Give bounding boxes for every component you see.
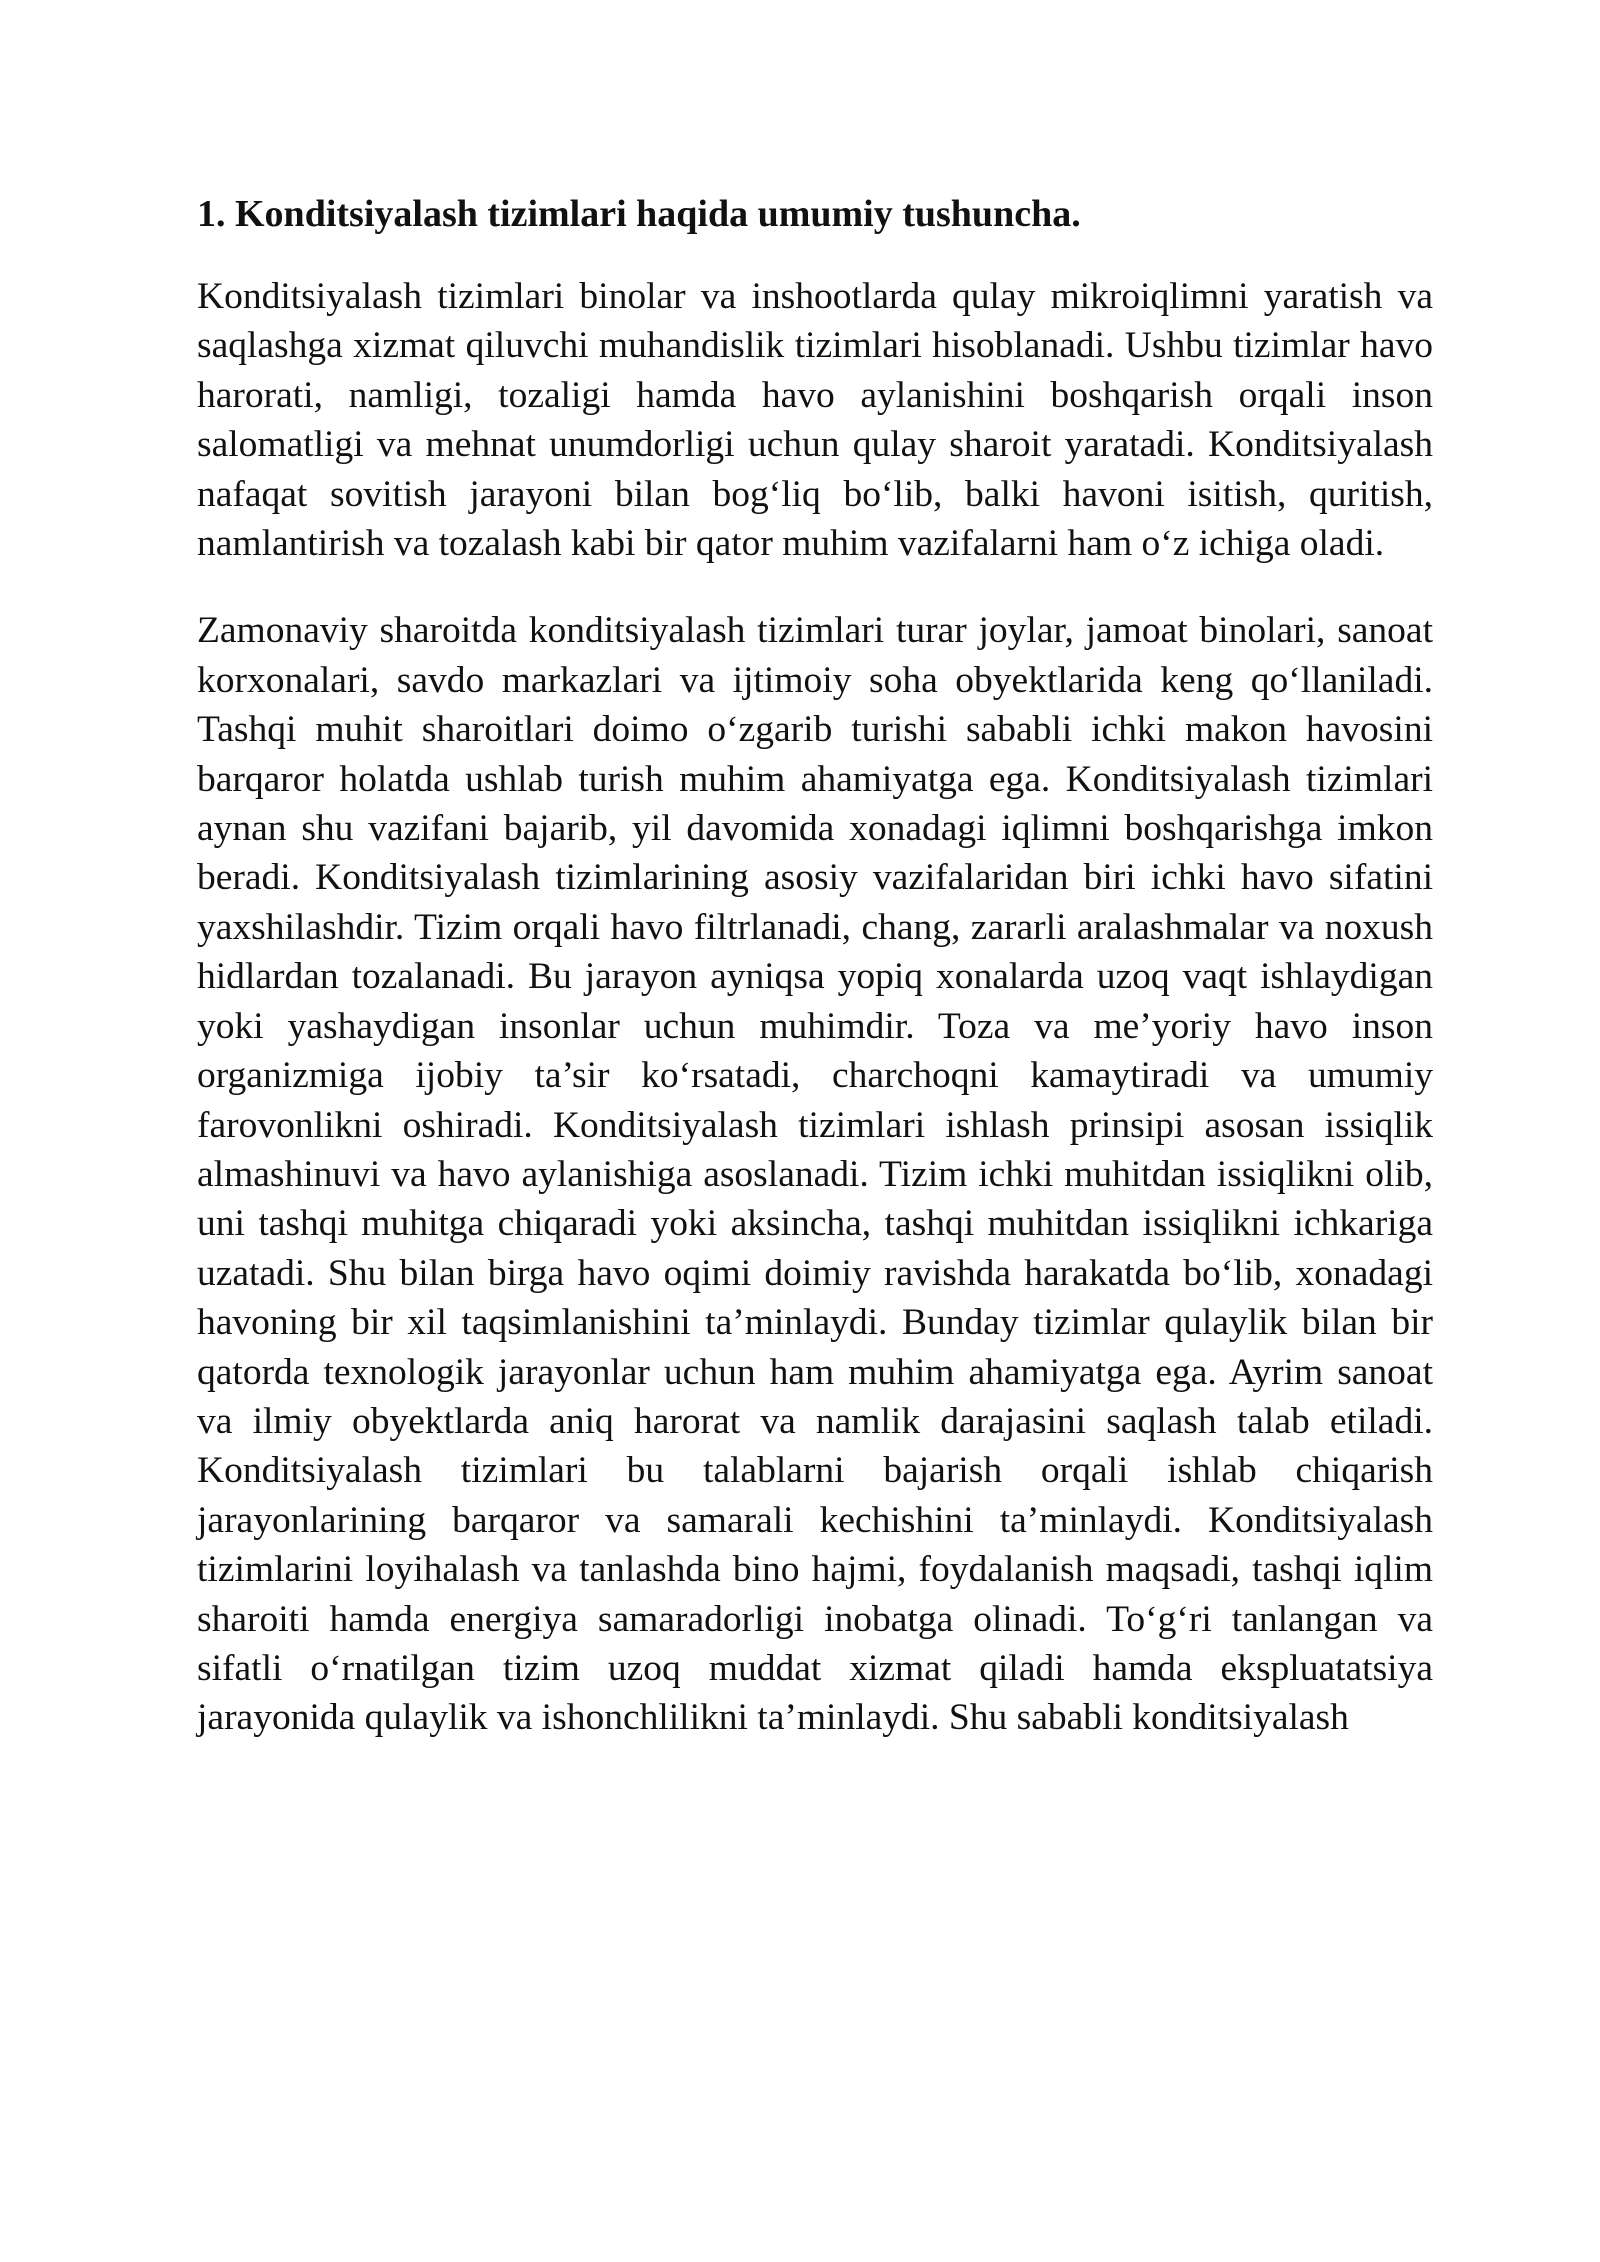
paragraph-modern-usage: Zamonaviy sharoitda konditsiyalash tizimlari turar joylar, jamoat binolari, sanoat korxonalari, savdo markazlari va ijtimoiy soha obyektlarida keng qo‘llaniladi. Tashqi muhit sharoitlari doimo o‘zgarib turishi sababli ichki makon havosini barqaror holatda ushlab turish muhim ahamiyatga ega. Konditsiyalash tizimlari aynan shu vazifani bajarib, yil davomida xonadagi iqlimni boshqarishga imkon beradi. Konditsiyalash tizimlarining asosiy vazifalaridan biri ichki havo sifatini yaxshilashdir. Tizim orqali havo filtrlanadi, chang, zararli aralashmalar va noxush hidlardan tozalanadi. Bu jarayon ayniqsa yopiq xonalarda uzoq vaqt ishlaydigan yoki yashaydigan insonlar uchun muhimdir. Toza va me’yoriy havo inson organizmiga ijobiy ta’sir ko‘rsatadi, charchoqni kamaytiradi va umumiy farovonlikni oshiradi. Konditsiyalash tizimlari ishlash prinsipi asosan issiqlik almashinuvi va havo aylanishiga asoslanadi. Tizim ichki muhitdan issiqlikni olib, uni tashqi muhitga chiqaradi yoki aksincha, tashqi muhitdan issiqlikni ichkariga uzatadi. Shu bilan birga havo oqimi doimiy ravishda harakatda bo‘lib, xonadagi havoning bir xil taqsimlanishini ta’minlaydi. Bunday tizimlar qulaylik bilan bir qatorda texnologik jarayonlar uchun ham muhim ahamiyatga ega. Ayrim sanoat va ilmiy obyektlarda aniq harorat va namlik darajasini saqlash talab etiladi. Konditsiyalash tizimlari bu talablarni bajarish orqali ishlab chiqarish jarayonlarining barqaror va samarali kechishini ta’minlaydi. Konditsiyalash tizimlarini loyihalash va tanlashda bino hajmi, foydalanish maqsadi, tashqi iqlim sharoiti hamda energiya samaradorligi inobatga olinadi. To‘g‘ri tanlangan va sifatli o‘rnatilgan tizim uzoq muddat xizmat qiladi hamda ekspluatatsiya jarayonida qulaylik va ishonchlilikni ta’minlaydi. Shu sababli konditsiyalash: [197, 610, 1433, 1739]
section-heading: 1. Konditsiyalash tizimlari haqida umumiy tushuncha.: [197, 193, 1081, 235]
document-body: [197, 190, 1433, 1781]
paragraph-intro: Konditsiyalash tizimlari binolar va inshootlarda qulay mikroiqlimni yaratish va saqlashga xizmat qiluvchi muhandislik tizimlari hisoblanadi. Ushbu tizimlar havo harorati, namligi, tozaligi hamda havo aylanishini boshqarish orqali inson salomatligi va mehnat unumdorligi uchun qulay sharoit yaratadi. Konditsiyalash nafaqat sovitish jarayoni bilan bog‘liq bo‘lib, balki havoni isitish, quritish, namlantirish va tozalash kabi bir qator muhim vazifalarni ham o‘z ichiga oladi.: [197, 276, 1433, 565]
